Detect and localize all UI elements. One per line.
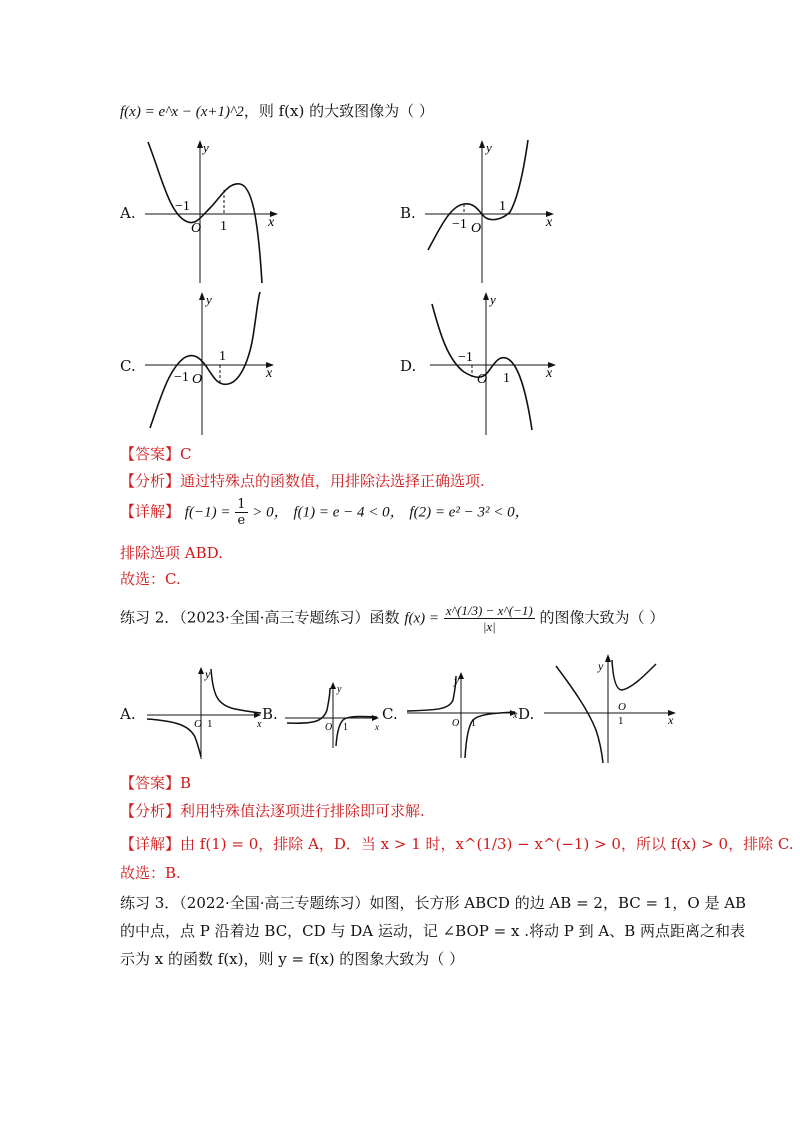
q1-frac-num: 1 [237,497,246,512]
q1-option-b-label: B. [400,204,416,222]
q1b-mark-y: y [486,140,492,155]
q1c-mark-neg1: −1 [174,370,189,385]
q1d-mark-y: y [490,292,496,307]
q1-frac-den: e [237,513,246,528]
q2-analysis-text: 利用特殊值法逐项进行排除即可求解. [180,802,425,820]
q2-detail-text: 由 f(1) = 0，排除 A，D．当 x > 1 时，x^(1/3) − x^(−1) > 0，所以 f(x) > 0，排除 C. [180,835,794,853]
svg-text:1: 1 [471,718,476,729]
q2-fraction [444,603,535,634]
q1a-mark-y: y [203,140,209,155]
q1-option-d-label: D. [400,357,417,375]
q1-stem-text: ，则 f(x) 的大致图像为（ ） [243,102,434,120]
q1-detail-f2: f(2) = e² − 3² < 0， [409,504,530,521]
svg-text:x: x [513,710,518,721]
svg-text:1: 1 [207,718,213,730]
q1-graph-d [420,290,570,440]
q2-stem [120,603,664,634]
q1-analysis [120,470,485,491]
q1-answer-tag: 【答案】 [120,445,181,463]
q1b-mark-x: x [546,215,553,230]
q1d-mark-1: 1 [503,371,510,386]
q1b-mark-1: 1 [499,199,506,214]
q2-frac-den: |x| [482,619,496,634]
svg-text:O: O [325,722,333,733]
svg-text:y: y [598,659,604,673]
q1a-mark-1: 1 [220,219,227,234]
q2-f-lhs: f(x) = [404,610,439,627]
q1-option-a-label: A. [120,204,136,222]
q1-detail-f-neg1: f(−1) = [184,504,231,521]
q1-analysis-tag: 【分析】 [120,472,181,490]
q1c-mark-x: x [266,366,273,381]
q1a-mark-o: O [191,221,202,236]
svg-text:y: y [337,684,342,695]
q1-answer-value: C [180,445,192,463]
q1-graph-b [420,138,570,288]
q1c-mark-o: O [192,372,203,387]
q1-detail-fraction [235,497,247,528]
q1-stem-formula: f(x) = e^x − (x+1)^2 [120,104,244,120]
svg-text:x: x [257,719,262,730]
q1a-mark-neg1: −1 [175,199,190,214]
q1-graph-a [140,138,290,288]
svg-text:x: x [668,713,674,727]
q1-exclude: 排除选项 ABD. [120,544,223,562]
svg-text:x: x [375,722,379,732]
q2-option-d-label: D. [518,705,535,723]
q2-title-end: 的图像大致为（ ） [539,608,665,627]
q2-analysis [120,800,425,821]
q2-graph-b [283,680,383,750]
q2-answer [120,772,191,793]
q2-option-a-label: A. [120,705,136,723]
q1c-mark-1: 1 [219,349,226,364]
q1-detail [120,497,530,528]
q2-detail-tag: 【详解】 [120,835,181,853]
q1-stem [120,100,434,121]
q2-detail [120,833,794,854]
svg-text:1: 1 [618,715,624,727]
q1-detail-gt0: > 0， [252,504,289,521]
q3-line-2: 的中点，点 P 沿着边 BC，CD 与 DA 运动，记 ∠BOP = x .将动 P 到 A、B 两点距离之和表 [120,922,745,940]
q1b-mark-neg1: −1 [452,217,467,232]
q2-option-b-label: B. [262,705,278,723]
svg-text:O: O [194,718,202,730]
svg-text:O: O [618,701,626,713]
q1d-mark-x: x [546,366,553,381]
q2-analysis-tag: 【分析】 [120,802,181,820]
q1a-mark-x: x [268,215,275,230]
q1-detail-f1: f(1) = e − 4 < 0， [293,504,405,521]
q1-analysis-text: 通过特殊点的函数值，用排除法选择正确选项. [180,472,485,490]
q2-graph-a [145,665,267,760]
q1-graph-c [140,290,290,440]
q3-line-3: 示为 x 的函数 f(x)，则 y = f(x) 的图象大致为（ ） [120,950,465,968]
q2-option-c-label: C. [382,705,398,723]
q1-detail-tag: 【详解】 [120,502,181,521]
q3-line-1: 练习 3．（2022·全国·高三专题练习）如图，长方形 ABCD 的边 AB = 2，BC = 1，O 是 AB [120,894,747,912]
q1b-mark-o: O [471,221,482,236]
svg-text:O: O [452,718,460,729]
q2-title: 练习 2．（2023·全国·高三专题练习）函数 [120,608,400,627]
q1-option-c-label: C. [120,357,136,375]
q2-graph-d [540,650,680,765]
q2-graph-c [405,670,523,760]
svg-text:y: y [454,675,459,687]
q1-answer [120,443,192,464]
q1d-mark-o: O [477,372,488,387]
svg-text:y: y [205,667,211,681]
q2-frac-num: x^(1/3) − x^(−1) [445,603,533,618]
q1c-mark-y: y [206,292,212,307]
q1-choose: 故选：C. [120,570,181,588]
q2-answer-tag: 【答案】 [120,774,181,792]
q2-choose: 故选：B. [120,864,181,882]
q1d-mark-neg1: −1 [458,350,473,365]
svg-text:1: 1 [343,722,348,733]
q2-answer-value: B [180,774,192,792]
